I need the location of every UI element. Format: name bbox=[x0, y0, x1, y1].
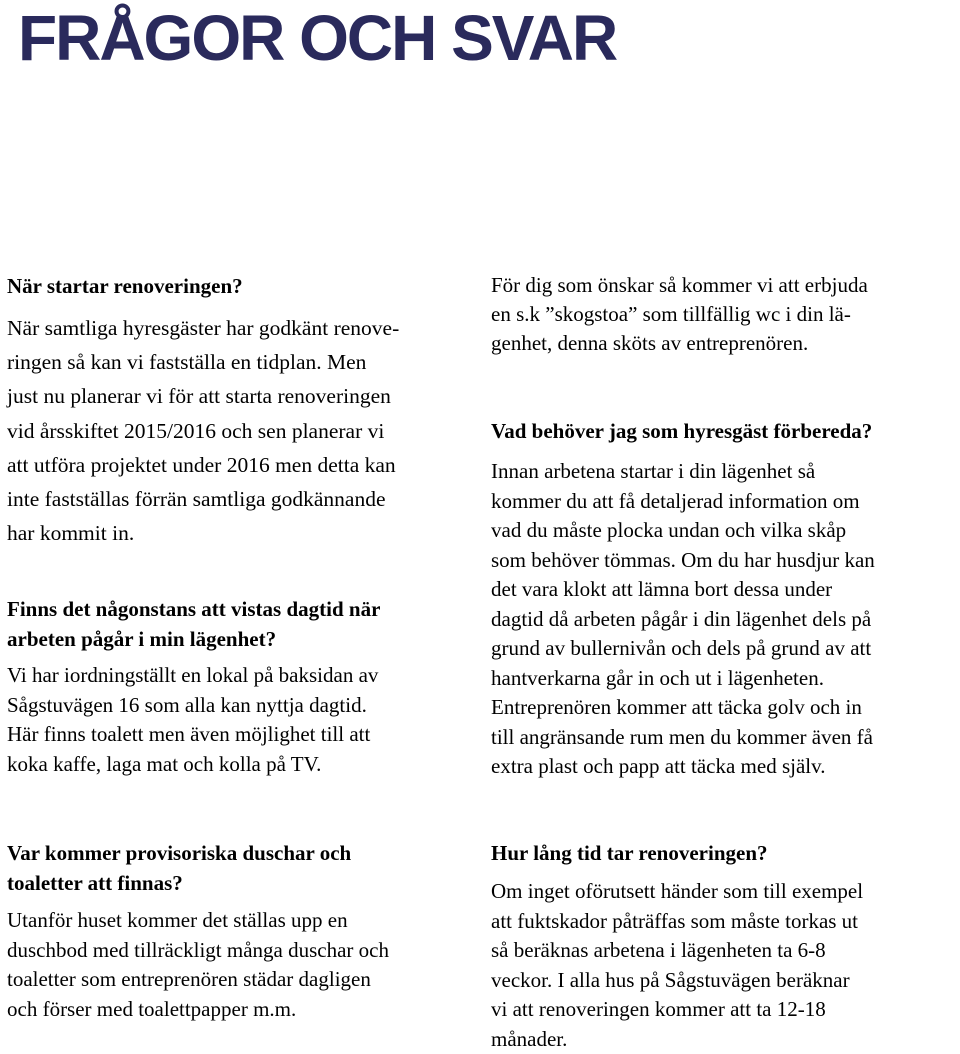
faq-daytime-stay bbox=[7, 594, 477, 779]
faq-renovation-duration bbox=[491, 838, 956, 1054]
answer-text: Vi har iordningställt en lokal på baksidan av Sågstuvägen 16 som alla kan nyttja dagtid. Här finns toalett men även möjlighet till att koka kaffe, laga mat och kolla på TV. bbox=[7, 663, 379, 776]
answer-text: Om inget oförutsett händer som till exempel att fuktskador påträffas som måste torkas ut så beräknas arbetena i lägenheten ta 6-8 veckor. I alla hus på Sågstuvägen beräknar vi att renoveringen kommer att ta 12-18 månader. bbox=[491, 879, 864, 1051]
question-heading: Vad behöver jag som hyresgäst förbereda? bbox=[491, 419, 873, 443]
question-heading: När startar renoveringen? bbox=[7, 274, 243, 298]
faq-renovation-start bbox=[7, 271, 477, 550]
faq-tenant-preparation bbox=[491, 416, 956, 782]
answer-text: För dig som önskar så kommer vi att erbjuda en s.k ”skogstoa” som tillfällig wc i din lä- genhet, denna sköts av entreprenören. bbox=[491, 273, 868, 355]
answer-text: När samtliga hyresgäster har godkänt renove- ringen så kan vi fastställa en tidplan. Men just nu planerar vi för att starta renoveringen vid årsskiftet 2015/2016 och sen planerar vi att utföra projektet under 2016 men detta kan inte fastställas förrän samtliga godkännande har kommit in. bbox=[7, 316, 400, 546]
answer-text: Utanför huset kommer det ställas upp en duschbod med tillräckligt många duschar och toaletter som entreprenören städar dagligen och förser med toalettpapper m.m. bbox=[7, 908, 389, 1021]
question-heading: Finns det någonstans att vistas dagtid när arbeten pågår i min lägenhet? bbox=[7, 597, 381, 651]
question-heading: Var kommer provisoriska duschar och toaletter att finnas? bbox=[7, 841, 352, 895]
answer-text: Innan arbetena startar i din lägenhet så kommer du att få detaljerad information om vad du måste plocka undan och vilka skåp som behöver tömmas. Om du har husdjur kan det vara klokt att lämna bort dessa under dagtid då arbeten pågår i din lägenhet dels på grund av bullernivån och dels på grund av att hantverkarna går in och ut i lägenheten. Entreprenören kommer att täcka golv och in till angränsande rum men du kommer även få extra plast och papp att täcka med själv. bbox=[491, 459, 875, 778]
faq-temporary-toilet bbox=[491, 271, 956, 358]
faq-provisional-showers bbox=[7, 838, 477, 1024]
page-title: FRÅGOR OCH SVAR bbox=[18, 2, 617, 74]
question-heading: Hur lång tid tar renoveringen? bbox=[491, 841, 768, 865]
